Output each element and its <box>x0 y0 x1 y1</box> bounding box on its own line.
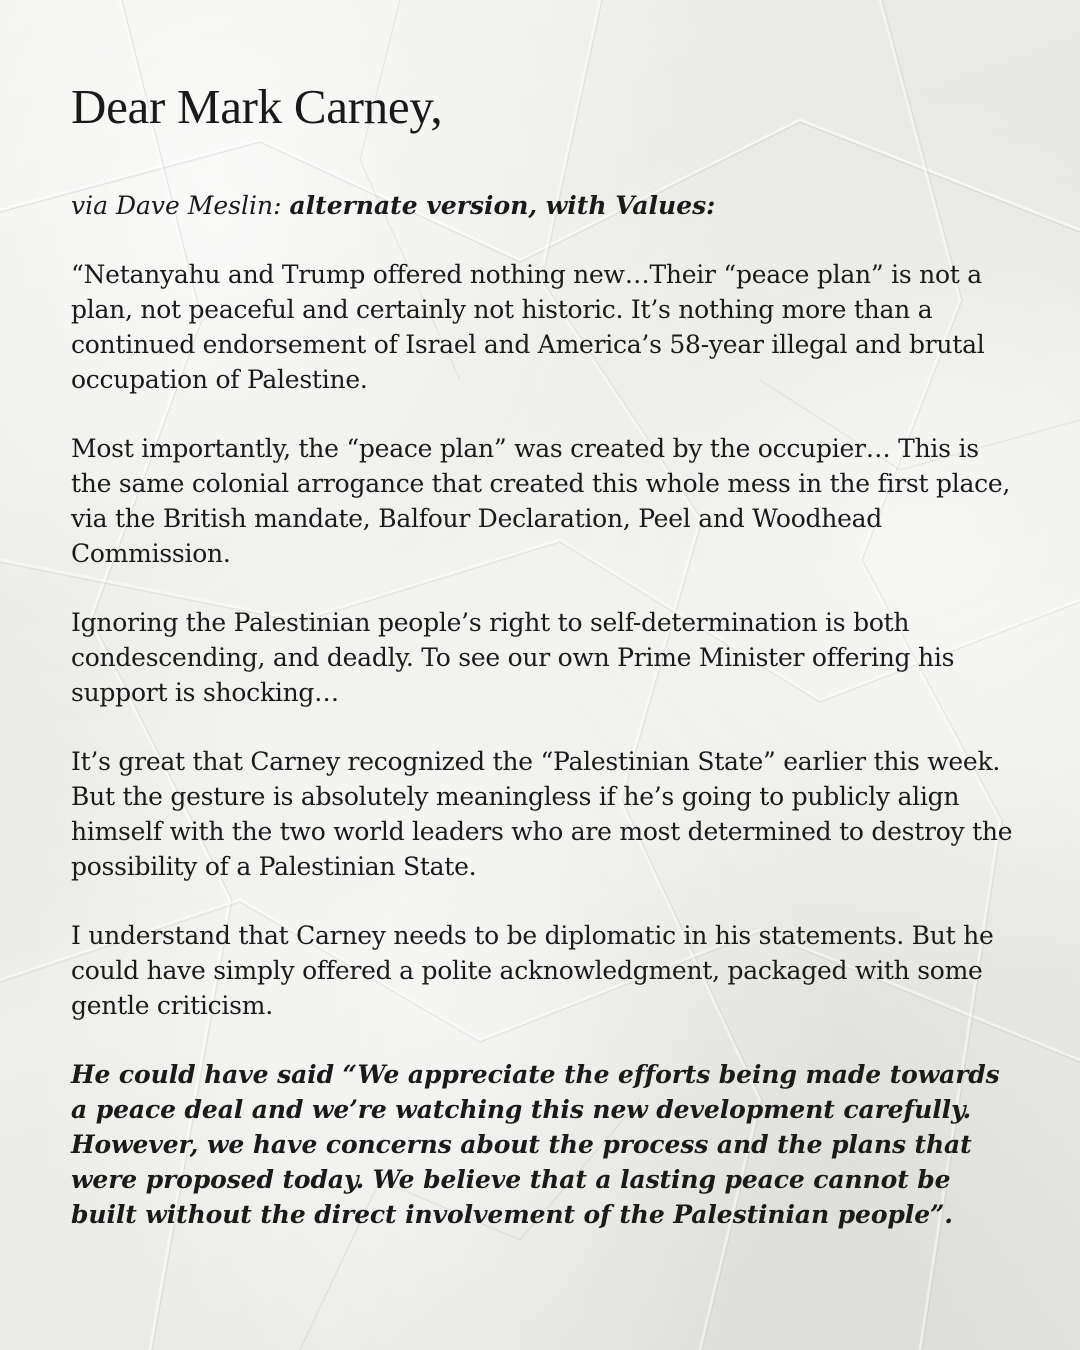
via-line <box>71 188 1021 223</box>
paragraph-recognition: It’s great that Carney recognized the “Palestinian State” earlier this week. But the gesture is absolutely meaningless if he’s going to publicly align himself with the two world leaders who are most determined to destroy the possibility of a Palestinian State. <box>71 747 1013 881</box>
paragraph-self-determination: Ignoring the Palestinian people’s right to self-determination is both condescending, and deadly. To see our own Prime Minister offering his support is shocking… <box>71 608 955 707</box>
paragraph-diplomatic: I understand that Carney needs to be diplomatic in his statements. But he could have simply offered a polite acknowledgment, packaged with some gentle criticism. <box>71 921 994 1020</box>
via-source: via Dave Meslin: <box>71 191 282 220</box>
letter-body <box>71 78 1021 1232</box>
salutation: Dear Mark Carney, <box>71 79 443 134</box>
closing-emphasis: He could have said “We appreciate the efforts being made towards a peace deal and we’re watching this new development carefully. However, we have concerns about the process and the plans that were proposed today. We believe that a lasting peace cannot be built without the direct involvement of the Palestinian people”. <box>71 1060 1000 1229</box>
paragraph-occupier: Most importantly, the “peace plan” was created by the occupier… This is the same colonial arrogance that created this whole mess in the first place, via the British mandate, Balfour Declaration, Peel and Woodhead Commission. <box>71 434 1011 568</box>
paragraph-peace-plan: “Netanyahu and Trump offered nothing new…Their “peace plan” is not a plan, not peaceful and certainly not historic. It’s nothing more than a continued endorsement of Israel and America’s 58-year illegal and brutal occupation of Palestine. <box>71 260 985 394</box>
version-note: alternate version, with Values: <box>289 191 716 220</box>
